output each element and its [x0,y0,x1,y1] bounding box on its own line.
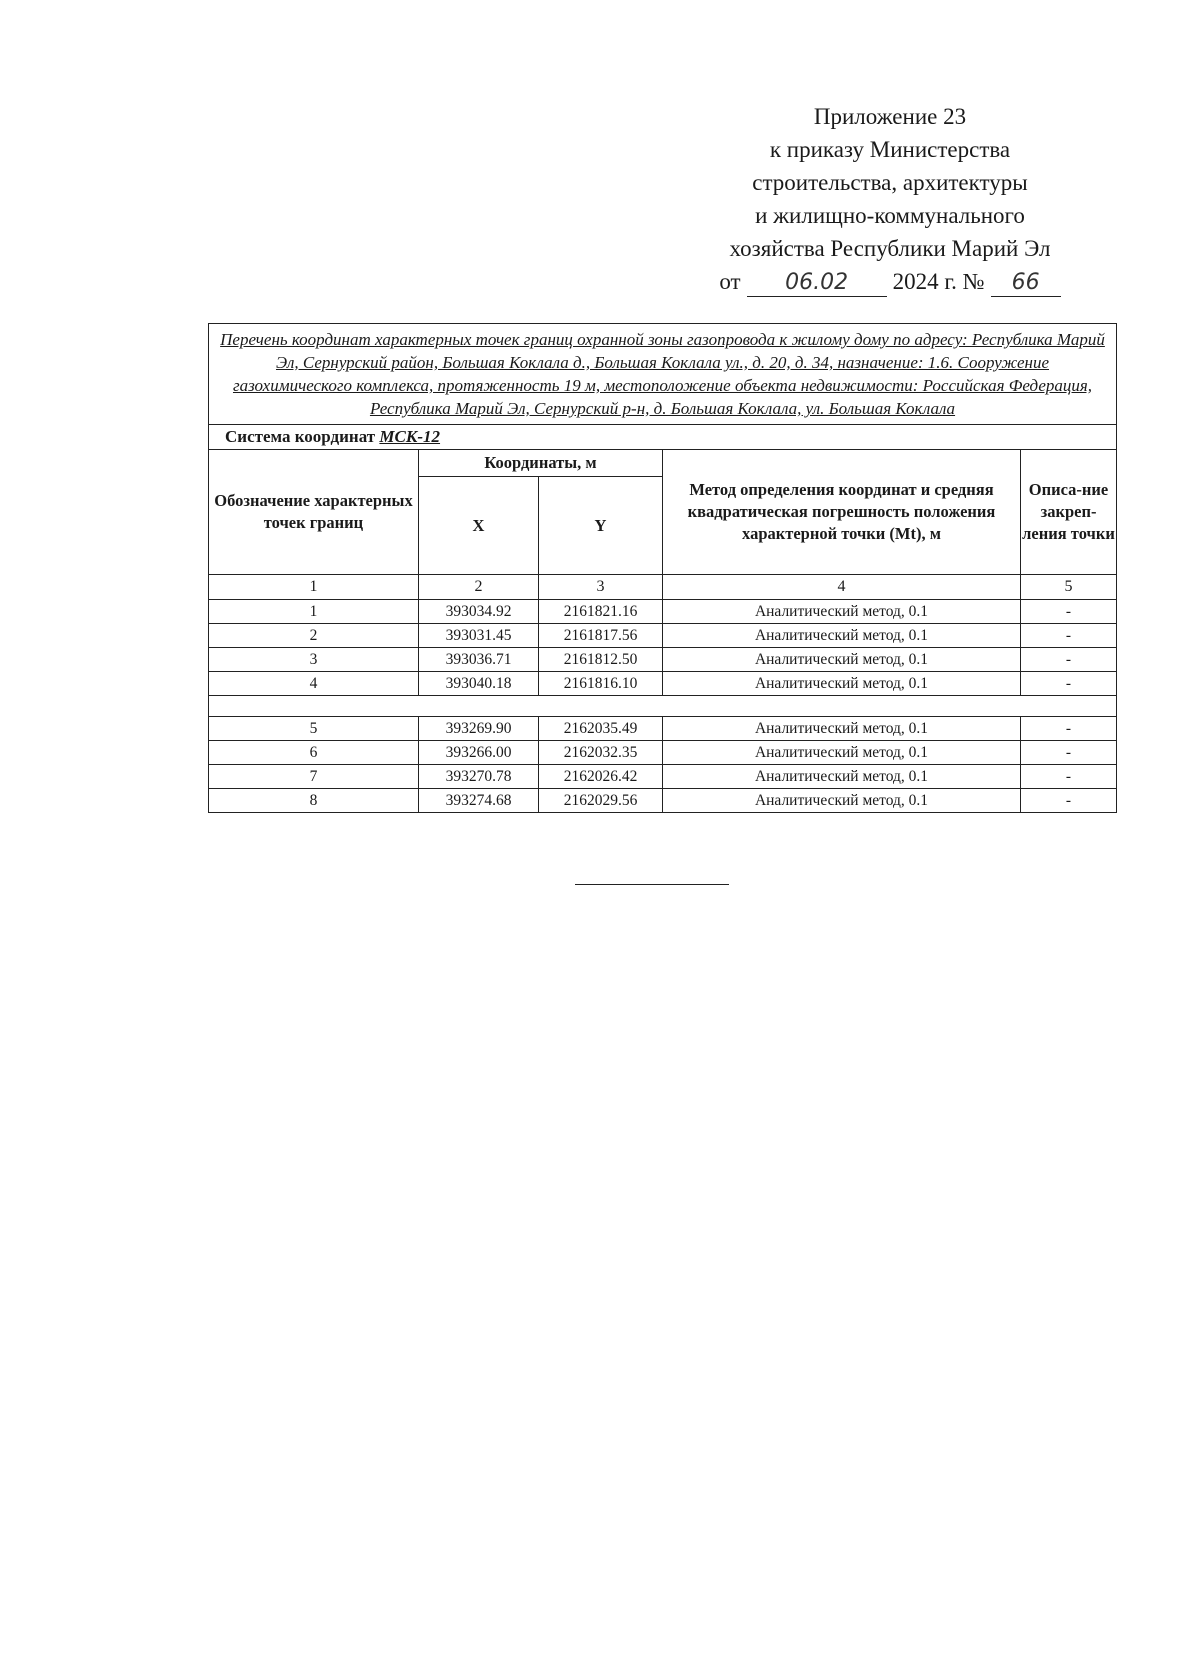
description-cell: - [1021,717,1117,741]
x-coordinate: 393040.18 [419,672,539,696]
coordinate-system-row [209,425,1117,450]
header-coordinates: Координаты, м [419,450,663,477]
y-coordinate: 2161817.56 [539,624,663,648]
point-id: 3 [209,648,419,672]
col-number: 3 [539,575,663,600]
ministry-line-1: строительства, архитектуры [752,170,1028,195]
table-row [209,600,1117,624]
method-cell: Аналитический метод, 0.1 [663,600,1021,624]
ministry-line-3: хозяйства Республики Марий Эл [729,236,1051,261]
column-number-row [209,575,1117,600]
table-row [209,765,1117,789]
method-cell: Аналитический метод, 0.1 [663,672,1021,696]
col-number: 2 [419,575,539,600]
y-coordinate: 2162035.49 [539,717,663,741]
table-row [209,624,1117,648]
header-y: Y [539,477,663,575]
table-row [209,789,1117,813]
ministry-line-2: и жилищно-коммунального [755,203,1025,228]
method-cell: Аналитический метод, 0.1 [663,789,1021,813]
description-cell: - [1021,741,1117,765]
handwritten-date: 06.02 [747,270,887,297]
method-cell: Аналитический метод, 0.1 [663,648,1021,672]
coordinates-table [208,323,1117,813]
x-coordinate: 393266.00 [419,741,539,765]
coordinate-system-name: МСК-12 [379,427,441,446]
point-id: 8 [209,789,419,813]
point-id: 2 [209,624,419,648]
coordinate-system-label: Система координат [225,427,376,446]
table-row [209,672,1117,696]
method-cell: Аналитический метод, 0.1 [663,741,1021,765]
point-id: 4 [209,672,419,696]
description-cell: - [1021,765,1117,789]
header-method: Метод определения координат и средняя квадратическая погрешность положения характерной точки (Mt), м [663,450,1021,575]
y-coordinate: 2162029.56 [539,789,663,813]
y-coordinate: 2161821.16 [539,600,663,624]
point-id: 7 [209,765,419,789]
appendix-header [680,100,1100,298]
group-separator-row [209,696,1117,717]
method-cell: Аналитический метод, 0.1 [663,717,1021,741]
x-coordinate: 393034.92 [419,600,539,624]
description-cell: - [1021,648,1117,672]
y-coordinate: 2161812.50 [539,648,663,672]
header-point: Обозначение характерных точек границ [209,450,419,575]
description-cell: - [1021,789,1117,813]
description-cell: - [1021,624,1117,648]
appendix-title: Приложение 23 [813,104,967,129]
col-number: 1 [209,575,419,600]
group-separator [209,696,1117,717]
description-cell: - [1021,672,1117,696]
header-description: Описа-ние закреп-ления точки [1021,450,1117,575]
col-number: 4 [663,575,1021,600]
year-number-label: 2024 г. № [892,269,985,294]
end-of-document-rule [575,884,729,885]
handwritten-number: 66 [991,270,1061,297]
header-x: X [419,477,539,575]
x-coordinate: 393269.90 [419,717,539,741]
col-number: 5 [1021,575,1117,600]
method-cell: Аналитический метод, 0.1 [663,765,1021,789]
table-row [209,741,1117,765]
table-row [209,648,1117,672]
table-caption: Перечень координат характерных точек границ охранной зоны газопровода к жилому дому по адресу: Республика Марий Эл, Сернурский район, Большая Коклала д., Большая Коклала ул., д. 20, д. 34, назначение: 1.6. Сооружение газохимического комплекса, протяженность 19 м, местоположение объекта недвижимости: Российская Федерация, Республика Марий Эл, Сернурский р-н, д. Большая Коклала, ул. Большая Коклала [209,324,1117,425]
method-cell: Аналитический метод, 0.1 [663,624,1021,648]
point-id: 1 [209,600,419,624]
description-cell: - [1021,600,1117,624]
y-coordinate: 2161816.10 [539,672,663,696]
x-coordinate: 393270.78 [419,765,539,789]
table-row [209,717,1117,741]
order-date-number [680,265,1100,298]
order-line: к приказу Министерства [769,137,1011,162]
y-coordinate: 2162026.42 [539,765,663,789]
y-coordinate: 2162032.35 [539,741,663,765]
x-coordinate: 393036.71 [419,648,539,672]
from-word: от [719,269,741,294]
point-id: 6 [209,741,419,765]
point-id: 5 [209,717,419,741]
x-coordinate: 393031.45 [419,624,539,648]
x-coordinate: 393274.68 [419,789,539,813]
